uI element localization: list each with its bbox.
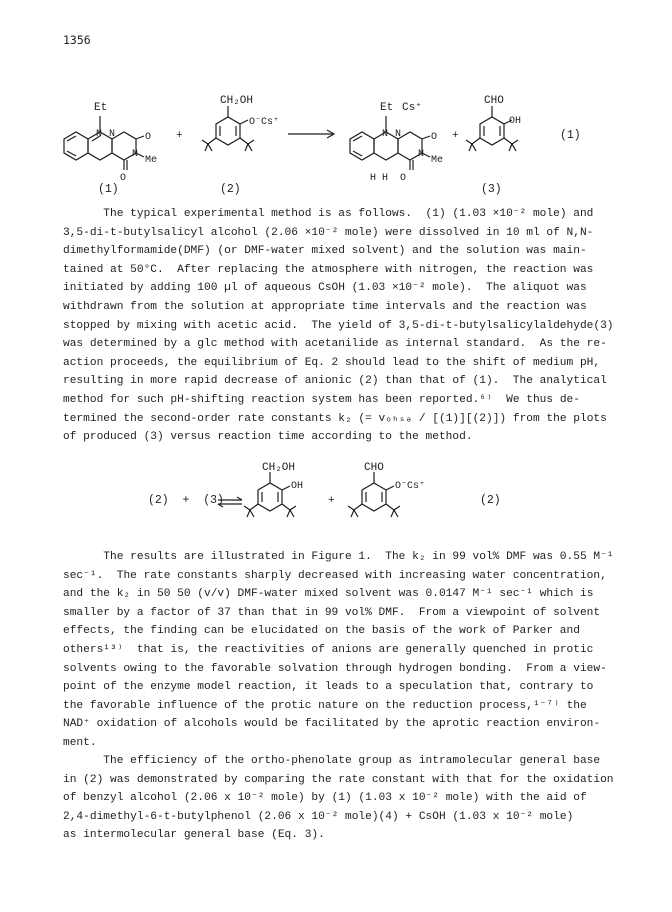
p1-cs: Cs⁺ [402, 102, 422, 114]
plus-2: + [452, 130, 459, 142]
compound-1-structure [64, 116, 144, 170]
c1-et: Et [94, 102, 108, 114]
text-line: ment. [63, 736, 97, 749]
p1-n3: N [418, 149, 425, 160]
c2-ocs: O⁻Cs⁺ [249, 117, 280, 128]
p1-hho: H H O [370, 173, 407, 184]
eq2-m1-ch2oh: CH₂OH [262, 462, 296, 474]
eq2-plus: + [328, 495, 335, 507]
c1-n3: N [132, 149, 139, 160]
p1-me: Me [431, 155, 444, 166]
eq2-left: (2) + (3) [148, 494, 224, 507]
eq2-m1-oh: OH [291, 481, 304, 492]
text-line: others¹³⁾ that is, the reactivities of anions are generally quenched in protic [63, 643, 594, 656]
c1-o2: O [120, 173, 127, 184]
text-line: dimethylformamide(DMF) (or DMF-water mixed solvent) and the solution was main- [63, 245, 587, 258]
text-line: sec⁻¹. The rate constants sharply decreased with increasing water concentration, [63, 569, 607, 582]
p1-et: Et [380, 102, 394, 114]
text-line: and the k₂ in 50 50 (v/v) DMF-water mixed solvent was 0.0147 M⁻¹ sec⁻¹ which is [63, 588, 594, 601]
text-line: resulting in more rapid decrease of anionic (2) than that of (1). The analytical [63, 375, 607, 388]
p2-cho: CHO [484, 95, 504, 107]
paragraph-results [63, 548, 623, 753]
text-line: effects, the finding can be elucidated on the basis of the work of Parker and [63, 625, 580, 638]
text-line: The efficiency of the ortho-phenolate group as intramolecular general base [63, 755, 601, 767]
page-number: 1356 [63, 33, 91, 47]
p1-n2: N [395, 129, 402, 140]
reaction-scheme-1 [0, 92, 672, 212]
label-compound-3: (3) [481, 183, 502, 196]
text-line: in (2) was demonstrated by comparing the rate constant with that for the oxidation [63, 773, 614, 786]
text-line: withdrawn from the solution at appropriate time intervals and the reaction was [63, 300, 587, 313]
eq1-label: (1) [560, 129, 581, 142]
c1-o1: O [145, 132, 152, 143]
eq2-m2-cho: CHO [364, 462, 384, 474]
c1-n2: N [109, 129, 116, 140]
text-line: The results are illustrated in Figure 1. The k₂ in 99 vol% DMF was 0.55 M⁻¹ [63, 551, 614, 563]
text-line: stopped by mixing with acetic acid. The yield of 3,5-di-t-butylsalicylaldehyde(3) [63, 319, 614, 332]
text-line: point of the enzyme model reaction, it leads to a speculation that, contrary to [63, 681, 594, 694]
product-dihydro-structure [350, 116, 430, 170]
plus-1: + [176, 130, 183, 142]
c1-n1: N [96, 129, 103, 140]
text-line: smaller by a factor of 37 than that in 99 vol% DMF. From a viewpoint of solvent [63, 606, 601, 619]
paragraph-experimental-method [63, 205, 623, 447]
label-compound-1: (1) [98, 183, 119, 196]
paragraph-efficiency [63, 752, 623, 845]
eq2-m2-ocs: O⁻Cs⁺ [395, 481, 426, 492]
text-line: NAD⁺ oxidation of alcohols would be facilitated by the aprotic reaction environ- [63, 718, 601, 731]
text-line: the favorable influence of the protic nature on the reduction process,¹⁻⁷⁾ the [63, 699, 587, 712]
eq2-molecule-1-structure [244, 472, 296, 517]
compound-3-structure [466, 106, 518, 151]
text-line: 2,4-dimethyl-6-t-butylphenol (2.06 x 10⁻² mole)(4) + CsOH (1.03 x 10⁻² mole) [63, 810, 574, 823]
c2-ch2oh: CH₂OH [220, 95, 254, 107]
eq2-molecule-2-structure [348, 472, 400, 517]
text-line: of benzyl alcohol (2.06 x 10⁻² mole) by (1) (1.03 x 10⁻² mole) with the aid of [63, 792, 587, 805]
p1-n1: N [382, 129, 389, 140]
compound-2-structure [202, 106, 254, 151]
text-line: The typical experimental method is as follows. (1) (1.03 ×10⁻² mole) and [63, 208, 594, 220]
text-line: action proceeds, the equilibrium of Eq. 2 should lead to the shift of medium pH, [63, 356, 601, 369]
eq2-label: (2) [480, 494, 501, 507]
c1-me: Me [145, 155, 158, 166]
text-line: tained at 50°C. After replacing the atmosphere with nitrogen, the reaction was [63, 263, 594, 276]
text-line: solvents owing to the favorable solvation through hydrogen bonding. From a view- [63, 662, 607, 675]
text-line: was determined by a glc method with acetanilide as internal standard. As the re- [63, 338, 607, 351]
text-line: as intermolecular general base (Eq. 3). [63, 829, 325, 842]
text-line: initiated by adding 100 µl of aqueous CsOH (1.03 ×10⁻² mole). The aliquot was [63, 282, 587, 295]
p2-oh: OH [509, 116, 522, 127]
text-line: 3,5-di-t-butylsalicyl alcohol (2.06 ×10⁻² mole) were dissolved in 10 ml of N,N- [63, 226, 594, 239]
text-line: of produced (3) versus reaction time according to the method. [63, 431, 473, 444]
label-compound-2: (2) [220, 183, 241, 196]
text-line: method for such pH-shifting reaction system has been reported.⁶⁾ We thus de- [63, 393, 580, 406]
text-line: termined the second-order rate constants k₂ (= vₒₕₛₔ / [(1)][(2)]) from the plots [63, 412, 607, 425]
p1-o1: O [431, 132, 438, 143]
reaction-scheme-2 [0, 430, 672, 530]
